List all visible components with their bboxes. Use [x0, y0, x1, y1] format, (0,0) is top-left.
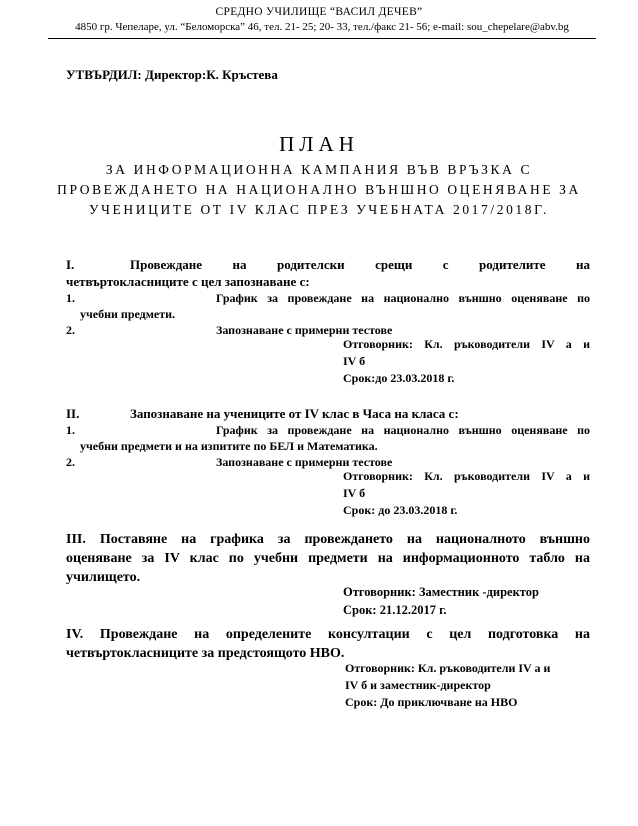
section-text-line: IV. Провеждане на определените консултации с цел подготовка на	[66, 627, 591, 642]
section-number: III.	[66, 532, 86, 547]
deadline: Срок: 21.12.2017 г.	[343, 603, 447, 617]
section-1-item-1	[66, 290, 590, 322]
document-subtitle	[40, 160, 598, 220]
section-2-responsible	[343, 468, 590, 519]
item-text: График за провеждане на национално външно оценяване по	[216, 291, 590, 305]
item-text-continued: учебни предмети и на изпитите по БЕЛ и Математика.	[80, 439, 378, 453]
section-heading-line: I. Провеждане на родителски срещи с родителите на	[66, 257, 590, 272]
school-name: СРЕДНО УЧИЛИЩЕ “ВАСИЛ ДЕЧЕВ”	[215, 6, 423, 18]
section-number: II.	[66, 406, 80, 421]
responsible-line: Отговорник: Кл. ръководители IV а и	[345, 661, 551, 675]
subtitle-line: ЗА ИНФОРМАЦИОННА КАМПАНИЯ ВЪВ ВРЪЗКА С	[105, 162, 533, 177]
section-heading-line: четвъртокласниците с цел запознаване с:	[66, 274, 310, 289]
responsible-line: IV б	[343, 486, 366, 500]
subtitle-line: УЧЕНИЦИТЕ ОТ IV КЛАС ПРЕЗ УЧЕБНАТА 2017/2018Г.	[89, 202, 549, 217]
section-text-line: III. Поставяне на графика за провеждането на националното външно	[66, 532, 590, 547]
section-2-item-1	[66, 422, 590, 454]
item-number: 1.	[66, 291, 75, 305]
responsible-line: Отговорник: Заместник -директор	[343, 585, 539, 599]
header-divider	[48, 38, 596, 39]
document-title: ПЛАН	[279, 132, 359, 156]
responsible-line: Отговорник: Кл. ръководители IV а и	[343, 337, 590, 351]
item-text: Запознаване с примерни тестове	[216, 323, 393, 337]
section-number: I.	[66, 257, 75, 272]
deadline: Срок:до 23.03.2018 г.	[343, 371, 455, 385]
section-heading-line: II. Запознаване на учениците от IV клас в Часа на класа с:	[66, 406, 459, 421]
section-text-line: училището.	[66, 570, 141, 585]
section-2-heading	[66, 405, 590, 422]
section-3-text	[66, 530, 590, 587]
section-1-heading	[66, 256, 590, 290]
item-text: Запознаване с примерни тестове	[216, 455, 393, 469]
school-address: 4850 гр. Чепеларе, ул. “Беломорска” 46, тел. 21- 25; 20- 33, тел./факс 21- 56; e-mail: sou_chepelare@abv.bg	[75, 21, 569, 33]
section-1-responsible	[343, 336, 590, 387]
item-text-continued: учебни предмети.	[80, 307, 176, 321]
subtitle-line: ПРОВЕЖДАНЕТО НА НАЦИОНАЛНО ВЪНШНО ОЦЕНЯВАНЕ ЗА	[57, 182, 581, 197]
deadline: Срок: До приключване на НВО	[345, 695, 518, 709]
section-number: IV.	[66, 627, 84, 642]
approval-line: УТВЪРДИЛ: Директор:К. Кръстева	[66, 67, 278, 82]
responsible-line: Отговорник: Кл. ръководители IV а и	[343, 469, 590, 483]
responsible-line: IV б и заместник-директор	[345, 678, 491, 692]
section-3-responsible	[343, 583, 590, 619]
item-number: 2.	[66, 323, 75, 337]
section-text-line: оценяване за IV клас по учебни предмети на информационното табло на	[66, 551, 590, 566]
responsible-line: IV б	[343, 354, 366, 368]
item-text: График за провеждане на национално външно оценяване по	[216, 423, 590, 437]
item-number: 2.	[66, 455, 75, 469]
section-text-line: четвъртокласниците за предстоящото НВО.	[66, 646, 345, 661]
item-number: 1.	[66, 423, 75, 437]
deadline: Срок: до 23.03.2018 г.	[343, 503, 458, 517]
section-4-responsible	[345, 660, 590, 711]
section-4-text	[66, 625, 590, 663]
